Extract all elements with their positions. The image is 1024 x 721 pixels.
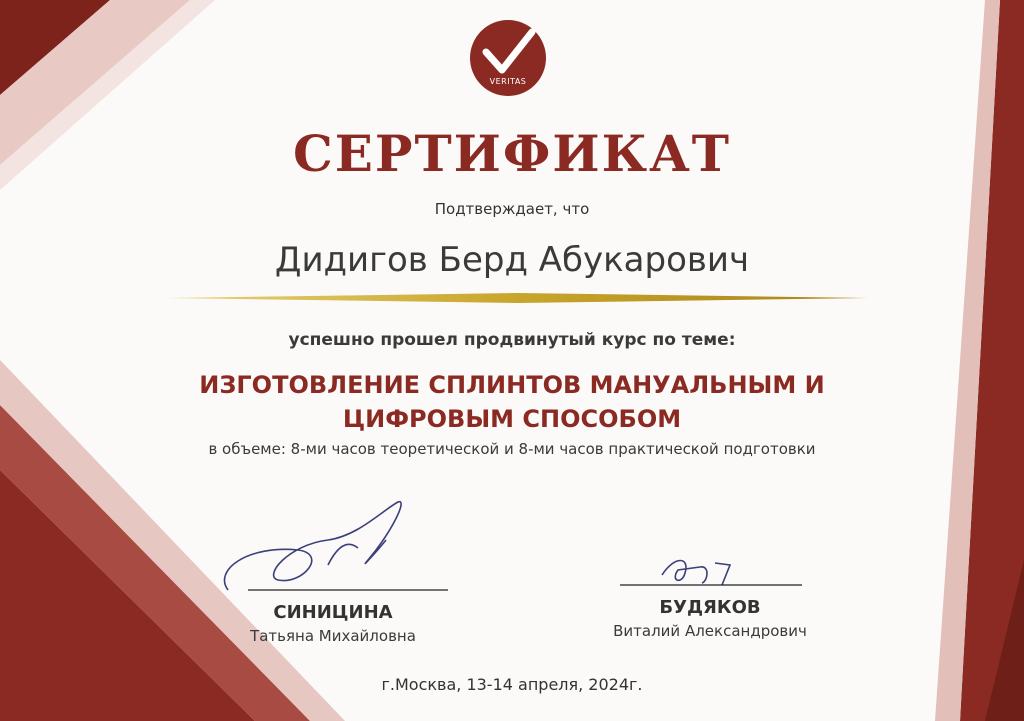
logo-text: VERITAS <box>489 77 527 86</box>
course-title-line: ЦИФРОВЫМ СПОСОБОМ <box>342 405 682 433</box>
handwritten-signature <box>590 545 830 595</box>
course-volume: в объеме: 8-ми часов теоретической и 8-ми часов практической подготовки <box>208 440 816 458</box>
signatory-name: Виталий Александрович <box>613 622 807 640</box>
handwritten-signature <box>208 490 458 600</box>
signatory-surname: БУДЯКОВ <box>659 597 761 618</box>
course-title <box>0 368 1024 436</box>
recipient-name: Дидигов Берд Абукарович <box>274 240 750 280</box>
gold-divider <box>168 290 868 304</box>
signature-block-right <box>590 545 830 640</box>
signatory-name: Татьяна Михайловна <box>250 627 416 645</box>
confirms-text: Подтверждает, что <box>434 200 590 218</box>
veritas-logo <box>468 18 548 98</box>
certificate-title: СЕРТИФИКАТ <box>292 124 732 183</box>
course-title-line: ИЗГОТОВЛЕНИЕ СПЛИНТОВ МАНУАЛЬНЫМ И <box>199 371 825 399</box>
signatory-surname: СИНИЦИНА <box>273 602 393 623</box>
place-and-date: г.Москва, 13-14 апреля, 2024г. <box>381 675 643 694</box>
signature-block-left <box>208 490 458 645</box>
course-intro: успешно прошел продвинутый курс по теме: <box>288 330 736 350</box>
